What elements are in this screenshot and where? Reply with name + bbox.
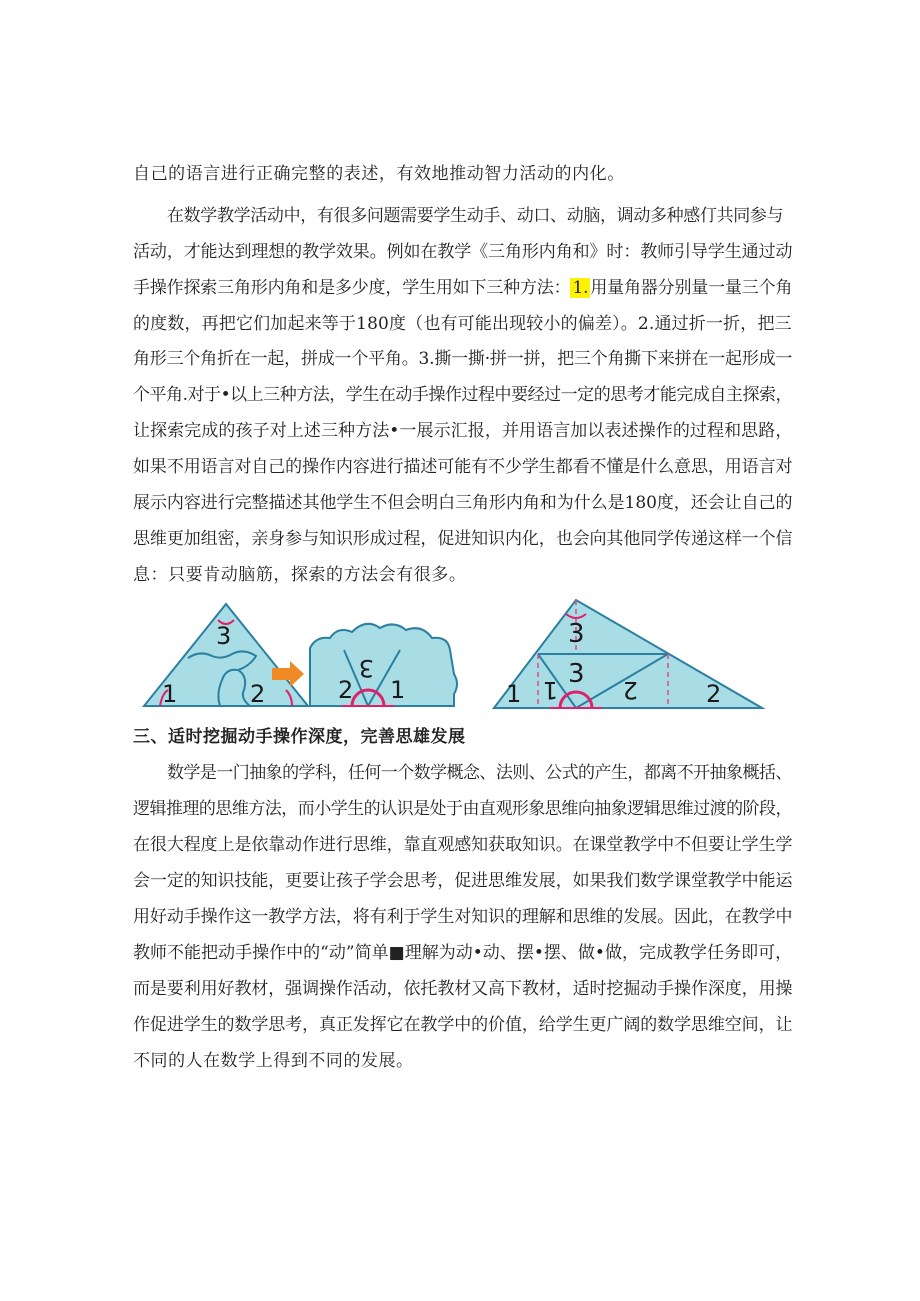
figure-label: 3 — [216, 622, 232, 650]
torn-triangle — [144, 604, 308, 708]
paragraph-2-line: 思维更加组密，亲身参与知识形成过程，促进知识内化，也会向其他同学传递这样一个信 — [133, 529, 793, 549]
highlighted-number: 1. — [572, 278, 589, 298]
figure-label: 3 — [568, 619, 585, 649]
paragraph-2-line — [133, 278, 793, 298]
paragraph-2-line: 活动，才能达到理想的教学效果。例如在教学《三角形内角和》时：教师引导学生通过动 — [133, 242, 793, 262]
figure-label: 1 — [506, 680, 522, 708]
paragraph-2-line: 角形三个角折在一起，拼成一个平角。3.撕一撕·拼一拼，把三个角撕下来拼在一起形成一 — [133, 349, 793, 369]
section-3-line: 不同的人在数学上得到不同的发展。 — [133, 1051, 414, 1071]
figure-label: 2 — [706, 680, 722, 708]
figure-label: 3 — [568, 659, 585, 689]
figure-label: 2 — [250, 680, 266, 708]
paragraph-2-text: 用量角器分别量一量三个角 — [590, 278, 793, 298]
section-3-line: 用好动手操作这一教学方法，将有利于学生对知识的理解和思维的发展。因此，在教学中 — [133, 907, 793, 927]
paragraph-2-line: 的度数，再把它们加起来等于180度（也有可能出现较小的偏差）。2.通过折一折，把三 — [133, 314, 792, 334]
section-3-line: 而是要利用好教材，强调操作活动，依托教材又高下教材，适时挖掘动手操作深度，用操 — [133, 979, 793, 999]
section-3-line: 作促进学生的数学思考，真正发挥它在教学中的价值，给学生更广阔的数学思维空间，让 — [133, 1015, 793, 1035]
triangle-angle-figure — [140, 598, 770, 714]
paragraph-2-line: 如果不用语言对自己的操作内容进行描述可能有不少学生都看不懂是什么意思，用语言对 — [133, 457, 793, 477]
section-3-line: 教师不能把动手操作中的“动”简单■理解为动•动、摆•摆、做•做，完成教学任务即可， — [133, 943, 793, 963]
section-3-line: 数学是一门抽象的学科，任何一个数学概念、法则、公式的产生，都离不开抽象概括、 — [167, 763, 792, 783]
paragraph-2-line: 让探索完成的孩子对上述三种方法•一展示汇报，并用语言加以表述操作的过程和思路， — [133, 421, 793, 441]
figure-label: 1 — [162, 680, 178, 708]
figure-label: 2 — [622, 676, 638, 704]
figure-label: 1 — [390, 676, 406, 704]
figure-label: 2 — [338, 676, 354, 704]
section-3-line: 会一定的知识技能，更要让孩子学会思考，促进思维发展，如果我们数学课堂教学中能运 — [133, 871, 793, 891]
paragraph-2-text: 手操作探索三角形内角和是多少度，学生用如下三种方法： — [133, 278, 571, 298]
section-3-line: 逻辑推理的思维方法，而小学生的认识是处于由直观形象思维向抽象逻辑思维过渡的阶段， — [133, 799, 792, 819]
folded-triangle — [494, 600, 762, 708]
rearranged-pieces — [310, 624, 457, 706]
paragraph-1-line: 自己的语言进行正确完整的表述，有效地推动智力活动的内化。 — [133, 164, 625, 184]
figure-label: 3 — [358, 654, 374, 682]
paragraph-2-line: 展示内容进行完整描述其他学生不但会明白三角形内角和为什么是180度，还会让自己的 — [133, 493, 793, 513]
paragraph-2-line: 在数学教学活动中，有很多问题需要学生动手、动口、动脑，调动多种感仃共同参与 — [167, 206, 784, 226]
section-3-line: 在很大程度上是依靠动作进行思维，靠直观感知获取知识。在课堂教学中不但要让学生学 — [133, 835, 793, 855]
paragraph-2-line: 个平角.对于•以上三种方法，学生在动手操作过程中要经过一定的思考才能完成自主探索， — [133, 385, 793, 405]
section-heading: 三、适时挖掘动手操作深度，完善思雄发展 — [133, 727, 466, 747]
figure-label: 1 — [542, 676, 558, 704]
paragraph-2-line: 息：只要肯动脑筋，探索的方法会有很多。 — [133, 565, 467, 585]
